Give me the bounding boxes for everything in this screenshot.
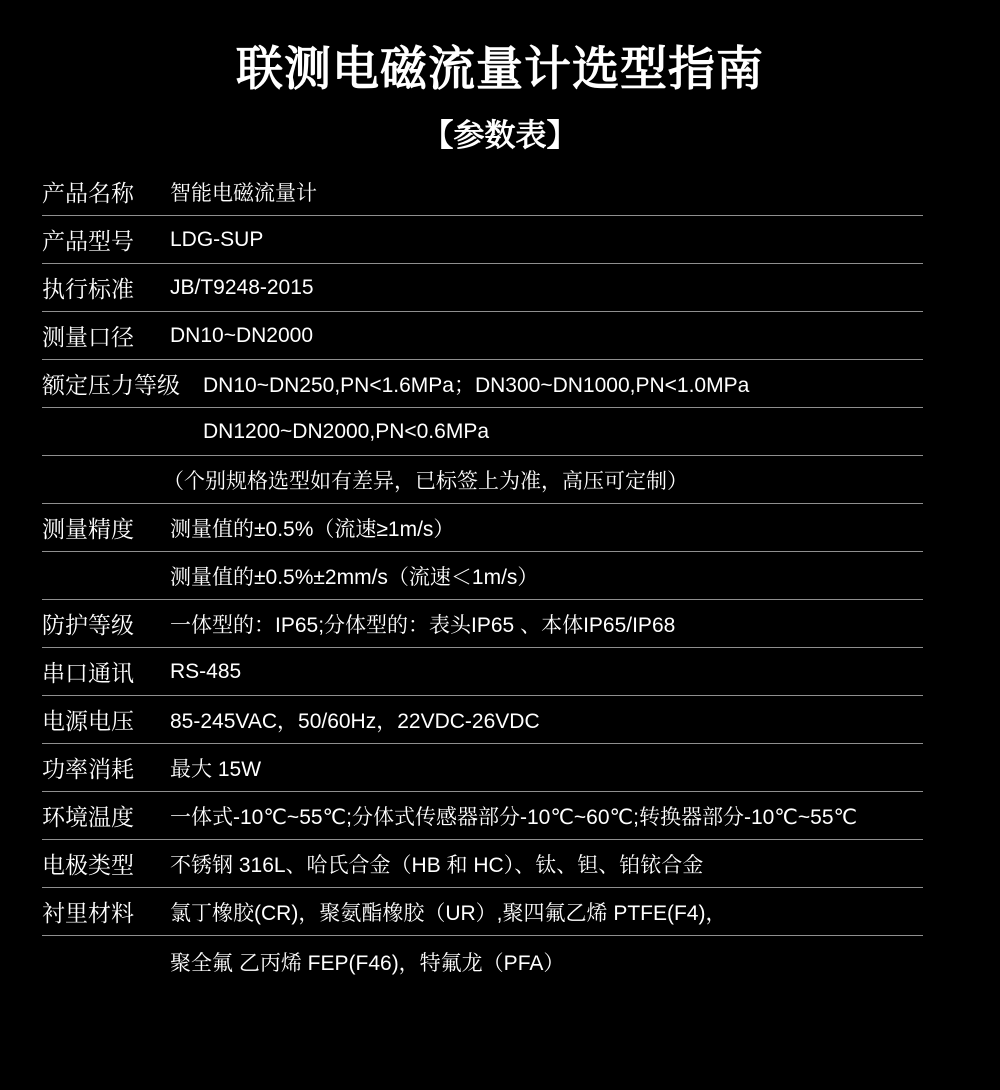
page-subtitle: 【参数表】 bbox=[422, 118, 578, 153]
spec-row-label: 电源电压 bbox=[42, 708, 134, 734]
spec-row-protection bbox=[42, 600, 923, 648]
spec-row-value: 最大 15W bbox=[170, 757, 262, 781]
spec-row-value: 不锈钢 316L、哈氏合金（HB 和 HC）、钛、钽、铂铱合金 bbox=[170, 853, 704, 877]
spec-row-product-model bbox=[42, 216, 923, 264]
spec-row-serial-comm bbox=[42, 648, 923, 696]
spec-row-value: DN1200~DN2000,PN<0.6MPa bbox=[203, 419, 490, 443]
spec-row-label: 产品名称 bbox=[42, 180, 134, 206]
spec-row-value: 聚全氟 乙丙烯 FEP(F46)，特氟龙（PFA） bbox=[170, 952, 565, 975]
spec-row-pressure-note bbox=[42, 456, 923, 504]
spec-row-product-name bbox=[42, 168, 923, 216]
spec-row-label: 电极类型 bbox=[42, 852, 134, 878]
spec-row-value: 测量值的±0.5%±2mm/s（流速＜1m/s） bbox=[170, 565, 539, 589]
spec-row-label: 衬里材料 bbox=[42, 900, 134, 926]
spec-row-value: RS-485 bbox=[170, 659, 242, 683]
spec-row-value: （个别规格选型如有差异，已标签上为准，高压可定制） bbox=[163, 469, 688, 493]
spec-row-value: JB/T9248-2015 bbox=[170, 275, 314, 299]
spec-row-power-consumption bbox=[42, 744, 923, 792]
spec-row-lining-material bbox=[42, 888, 923, 936]
spec-row-value: DN10~DN2000 bbox=[170, 323, 314, 347]
spec-row-value: 一体式-10℃~55℃;分体式传感器部分-10℃~60℃;转换器部分-10℃~55℃ bbox=[170, 805, 858, 829]
spec-row-pressure-rating bbox=[42, 360, 923, 408]
spec-row-diameter bbox=[42, 312, 923, 360]
spec-row-power-voltage bbox=[42, 696, 923, 744]
spec-row-value: 一体型的：IP65;分体型的：表头IP65 、本体IP65/IP68 bbox=[170, 613, 676, 637]
spec-row-lining-material-2 bbox=[42, 936, 923, 988]
spec-row-label: 测量精度 bbox=[42, 516, 134, 542]
spec-row-value: 85-245VAC，50/60Hz，22VDC-26VDC bbox=[170, 709, 540, 733]
spec-row-label: 额定压力等级 bbox=[42, 372, 180, 398]
page-title: 联测电磁流量计选型指南 bbox=[236, 42, 764, 95]
spec-row-label: 串口通讯 bbox=[42, 660, 134, 686]
spec-table bbox=[42, 168, 923, 988]
spec-row-accuracy-2 bbox=[42, 552, 923, 600]
spec-row-value: DN10~DN250,PN<1.6MPa；DN300~DN1000,PN<1.0MPa bbox=[203, 373, 750, 397]
spec-row-value: 智能电磁流量计 bbox=[170, 181, 317, 205]
spec-row-pressure-rating-2 bbox=[42, 408, 923, 456]
spec-row-label: 功率消耗 bbox=[42, 756, 134, 782]
spec-row-accuracy bbox=[42, 504, 923, 552]
spec-row-ambient-temp bbox=[42, 792, 923, 840]
spec-row-label: 环境温度 bbox=[42, 804, 134, 830]
spec-row-label: 执行标准 bbox=[42, 276, 134, 302]
spec-row-value: 测量值的±0.5%（流速≥1m/s） bbox=[170, 517, 455, 541]
spec-row-label: 防护等级 bbox=[42, 612, 134, 638]
spec-row-label: 产品型号 bbox=[42, 228, 134, 254]
spec-row-value: 氯丁橡胶(CR)，聚氨酯橡胶（UR）,聚四氟乙烯 PTFE(F4)， bbox=[170, 901, 727, 925]
spec-row-label: 测量口径 bbox=[42, 324, 134, 350]
spec-row-electrode-type bbox=[42, 840, 923, 888]
spec-row-standard bbox=[42, 264, 923, 312]
spec-row-value: LDG-SUP bbox=[170, 227, 264, 251]
